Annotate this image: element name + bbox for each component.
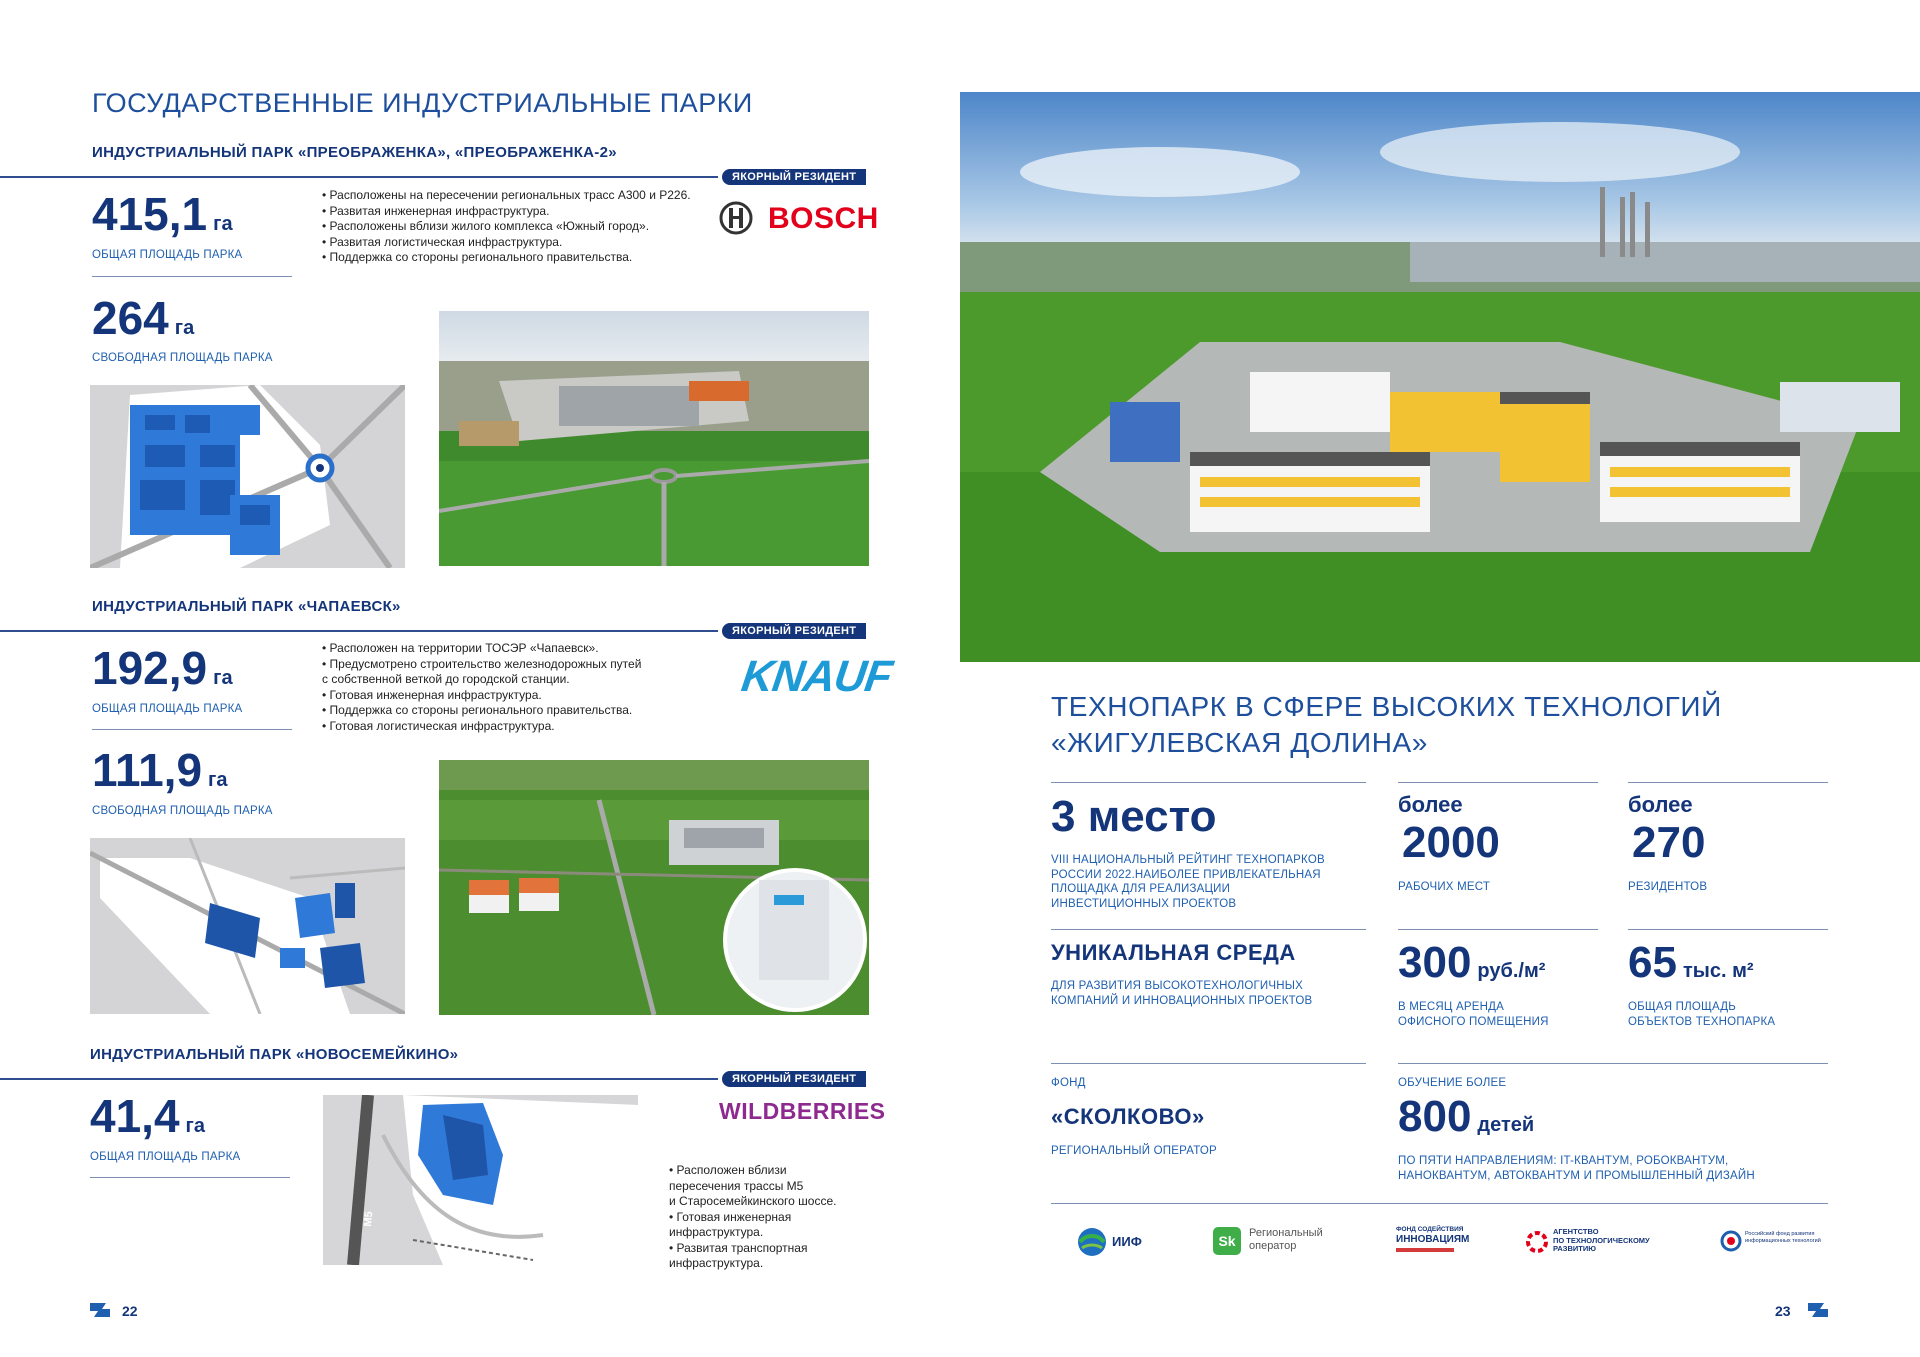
total-area-value: 415,1 <box>92 188 208 240</box>
partner-logo-rfr <box>1720 1228 1830 1262</box>
rank-caption <box>1051 853 1325 911</box>
park-map-novosemeykino <box>323 1095 638 1265</box>
divider <box>0 630 718 632</box>
brand-mark-icon <box>88 1300 112 1320</box>
free-area-value: 111,9 <box>92 744 203 796</box>
park-map-chapaevsk <box>90 838 405 1014</box>
technopark-title-line2: «ЖИГУЛЕВСКАЯ ДОЛИНА» <box>1051 727 1428 758</box>
park-features <box>322 641 641 734</box>
divider <box>1398 782 1598 783</box>
partner-logo-skolkovo <box>1213 1226 1343 1260</box>
feature-item: • Предусмотрено строительство железнодорожных путей <box>322 656 642 671</box>
logo-text-line: оператор <box>1249 1240 1297 1252</box>
rent-stat <box>1398 938 1545 988</box>
education-value: 800 <box>1398 1092 1472 1141</box>
divider <box>0 1078 718 1080</box>
road-label-m5: М5 <box>361 1210 376 1228</box>
jobs-value: 2000 <box>1402 818 1500 867</box>
sk-text <box>1249 1227 1323 1253</box>
logo-text-line: ПО ТЕХНОЛОГИЧЕСКОМУ <box>1553 1235 1650 1245</box>
caption-line: ОФИСНОГО ПОМЕЩЕНИЯ <box>1398 1015 1549 1028</box>
residents-caption: РЕЗИДЕНТОВ <box>1628 881 1708 893</box>
total-area-value: 41,4 <box>90 1090 180 1142</box>
feature-item: • Расположен на территории ТОСЭР «Чапаевск». <box>322 641 599 655</box>
rfr-text <box>1745 1231 1821 1245</box>
page-number-right: 23 <box>1775 1303 1791 1319</box>
logo-text-line: АГЕНТСТВО <box>1553 1227 1599 1236</box>
park-title-novosemeykino: ИНДУСТРИАЛЬНЫЙ ПАРК «НОВОСЕМЕЙКИНО» <box>90 1046 459 1063</box>
divider <box>1051 782 1366 783</box>
caption-line: VIII НАЦИОНАЛЬНЫЙ РЕЙТИНГ ТЕХНОПАРКОВ <box>1051 854 1325 866</box>
jobs-caption: РАБОЧИХ МЕСТ <box>1398 881 1491 893</box>
area-caption <box>1628 1000 1775 1029</box>
caption-line: ПО ПЯТИ НАПРАВЛЕНИЯМ: IT-КВАНТУМ, РОБОКВАНТУМ, <box>1398 1155 1729 1167</box>
partner-logo-fsi <box>1396 1226 1470 1260</box>
caption-line: НАНОКВАНТУМ, АВТОКВАНТУМ И ПРОМЫШЛЕННЫЙ ДИЗАЙН <box>1398 1169 1755 1182</box>
unit: га <box>208 769 228 791</box>
total-area-caption: ОБЩАЯ ПЛОЩАДЬ ПАРКА <box>92 703 243 715</box>
fsi-text <box>1396 1226 1470 1246</box>
fund-caption: РЕГИОНАЛЬНЫЙ ОПЕРАТОР <box>1051 1145 1217 1157</box>
anchor-resident-badge: ЯКОРНЫЙ РЕЗИДЕНТ <box>722 623 866 639</box>
jobs-prefix: более <box>1398 792 1463 817</box>
logo-text-line: Российский фонд развития <box>1745 1231 1815 1237</box>
area-value: 65 <box>1628 938 1677 987</box>
fund-name: «СКОЛКОВО» <box>1051 1104 1205 1129</box>
caption-line: ДЛЯ РАЗВИТИЯ ВЫСОКОТЕХНОЛОГИЧНЫХ <box>1051 980 1304 992</box>
partner-logo-iif <box>1076 1226 1156 1260</box>
residents-value: 270 <box>1632 818 1706 867</box>
divider <box>1051 1203 1828 1204</box>
knauf-logo <box>738 648 895 714</box>
iif-text: ИИФ <box>1112 1234 1142 1249</box>
total-area-caption: ОБЩАЯ ПЛОЩАДЬ ПАРКА <box>92 249 243 261</box>
rent-value: 300 <box>1398 938 1472 987</box>
feature-item: • Развитая инженерная инфраструктура. <box>322 203 550 218</box>
fund-label: ФОНД <box>1051 1077 1086 1089</box>
page-number-left: 22 <box>122 1303 138 1319</box>
brand-mark-icon <box>1806 1300 1830 1320</box>
caption-line: РОССИИ 2022.НАИБОЛЕЕ ПРИВЛЕКАТЕЛЬНАЯ <box>1051 868 1321 881</box>
feature-item: пересечения трассы М5 <box>669 1178 804 1193</box>
park-features <box>669 1163 836 1272</box>
divider <box>1051 1063 1366 1064</box>
free-area-stat <box>92 291 194 345</box>
page-title: ГОСУДАРСТВЕННЫЕ ИНДУСТРИАЛЬНЫЕ ПАРКИ <box>92 88 753 118</box>
divider <box>0 176 718 178</box>
wildberries-logo: WILDBERRIES <box>719 1098 886 1124</box>
feature-item: • Развитая транспортная <box>669 1240 808 1255</box>
caption-line: ОБЪЕКТОВ ТЕХНОПАРКА <box>1628 1015 1776 1028</box>
park-features <box>322 188 691 266</box>
technopark-title-line1: ТЕХНОПАРК В СФЕРЕ ВЫСОКИХ ТЕХНОЛОГИЙ <box>1051 691 1722 722</box>
divider <box>1051 929 1366 930</box>
rent-unit: руб./м² <box>1477 960 1546 982</box>
unit: га <box>213 667 233 689</box>
logo-text-line: ФОНД СОДЕЙСТВИЯ <box>1396 1226 1464 1233</box>
caption-line: ИНВЕСТИЦИОННЫХ ПРОЕКТОВ <box>1051 897 1237 910</box>
total-area-value: 192,9 <box>92 642 208 694</box>
globe-icon <box>1076 1226 1108 1258</box>
rent-caption <box>1398 1000 1549 1029</box>
free-area-value: 264 <box>92 292 169 344</box>
caption-line: ОБЩАЯ ПЛОЩАДЬ <box>1628 1001 1736 1013</box>
free-area-caption: СВОБОДНАЯ ПЛОЩАДЬ ПАРКА <box>92 352 273 364</box>
divider <box>92 729 292 730</box>
caption-line: ПЛОЩАДКА ДЛЯ РЕАЛИЗАЦИИ <box>1051 883 1231 895</box>
aerial-photo-preobrazhenka <box>439 311 869 566</box>
divider <box>1628 782 1828 783</box>
asi-text <box>1553 1228 1650 1254</box>
feature-item: • Расположен вблизи <box>669 1163 787 1177</box>
aerial-photo-chapaevsk <box>439 760 869 1015</box>
partner-logo-asi <box>1525 1228 1675 1262</box>
feature-item: • Готовая инженерная <box>669 1209 792 1224</box>
feature-item: • Развитая логистическая инфраструктура. <box>322 234 563 249</box>
free-area-caption: СВОБОДНАЯ ПЛОЩАДЬ ПАРКА <box>92 805 273 817</box>
rfr-icon <box>1720 1230 1742 1252</box>
logo-text-line: РАЗВИТИЮ <box>1553 1244 1596 1253</box>
caption-line: КОМПАНИЙ И ИННОВАЦИОННЫХ ПРОЕКТОВ <box>1051 994 1313 1007</box>
education-caption <box>1398 1154 1755 1183</box>
knauf-wordmark: KNAUF <box>738 652 895 701</box>
bosch-wordmark: BOSCH <box>768 202 879 235</box>
park-map-preobrazhenka <box>90 385 405 568</box>
sk-mark: Sk <box>1213 1227 1241 1255</box>
park-title-chapaevsk: ИНДУСТРИАЛЬНЫЙ ПАРК «ЧАПАЕВСК» <box>92 598 401 615</box>
technopark-aerial-photo <box>960 92 1920 662</box>
asi-icon <box>1525 1230 1549 1254</box>
divider <box>1628 929 1828 930</box>
rank-value: 3 место <box>1051 792 1217 841</box>
education-stat <box>1398 1092 1534 1142</box>
bosch-armature-icon <box>718 200 758 236</box>
area-stat <box>1628 938 1754 988</box>
feature-item: • Готовая логистическая инфраструктура. <box>322 718 555 733</box>
divider <box>1398 929 1598 930</box>
residents-prefix: более <box>1628 792 1693 817</box>
anchor-resident-badge: ЯКОРНЫЙ РЕЗИДЕНТ <box>722 1071 866 1087</box>
feature-item: • Поддержка со стороны регионального правительства. <box>322 250 633 264</box>
feature-item: • Расположены вблизи жилого комплекса «Южный город». <box>322 219 650 233</box>
environment-title: УНИКАЛЬНАЯ СРЕДА <box>1051 940 1296 965</box>
unit: га <box>174 317 195 339</box>
unit: га <box>185 1115 205 1137</box>
free-area-stat <box>92 743 228 797</box>
divider <box>90 1177 290 1178</box>
feature-item: инфраструктура. <box>669 1256 764 1270</box>
total-area-stat <box>92 641 233 695</box>
total-area-caption: ОБЩАЯ ПЛОЩАДЬ ПАРКА <box>90 1151 241 1163</box>
park-title-preobrazhenka: ИНДУСТРИАЛЬНЫЙ ПАРК «ПРЕОБРАЖЕНКА», «ПРЕОБРАЖЕНКА-2» <box>92 144 617 161</box>
divider <box>1398 1063 1828 1064</box>
total-area-stat <box>90 1089 205 1143</box>
caption-line: В МЕСЯЦ АРЕНДА <box>1398 1001 1505 1013</box>
feature-item: • Расположены на пересечении региональных трасс А300 и Р226. <box>322 188 691 202</box>
education-unit: детей <box>1477 1114 1535 1136</box>
environment-caption <box>1051 979 1312 1008</box>
flag-stripe <box>1396 1248 1454 1252</box>
bosch-logo <box>718 200 879 236</box>
technopark-title <box>1051 689 1722 761</box>
feature-item: с собственной веткой до городской станции. <box>322 672 570 686</box>
anchor-resident-badge: ЯКОРНЫЙ РЕЗИДЕНТ <box>722 169 866 185</box>
unit: га <box>213 213 233 235</box>
area-unit: тыс. м² <box>1682 960 1754 982</box>
logo-text-line: ИННОВАЦИЯМ <box>1396 1234 1470 1245</box>
feature-item: инфраструктура. <box>669 1225 764 1239</box>
feature-item: и Старосемейкинского шоссе. <box>669 1194 837 1208</box>
feature-item: • Готовая инженерная инфраструктура. <box>322 687 542 702</box>
logo-text-line: информационных технологий <box>1745 1238 1821 1244</box>
logo-text-line: Региональный <box>1249 1227 1323 1239</box>
education-label: ОБУЧЕНИЕ БОЛЕЕ <box>1398 1077 1507 1089</box>
total-area-stat <box>92 187 233 241</box>
feature-item: • Поддержка со стороны регионального правительства. <box>322 703 633 717</box>
divider <box>92 276 292 277</box>
